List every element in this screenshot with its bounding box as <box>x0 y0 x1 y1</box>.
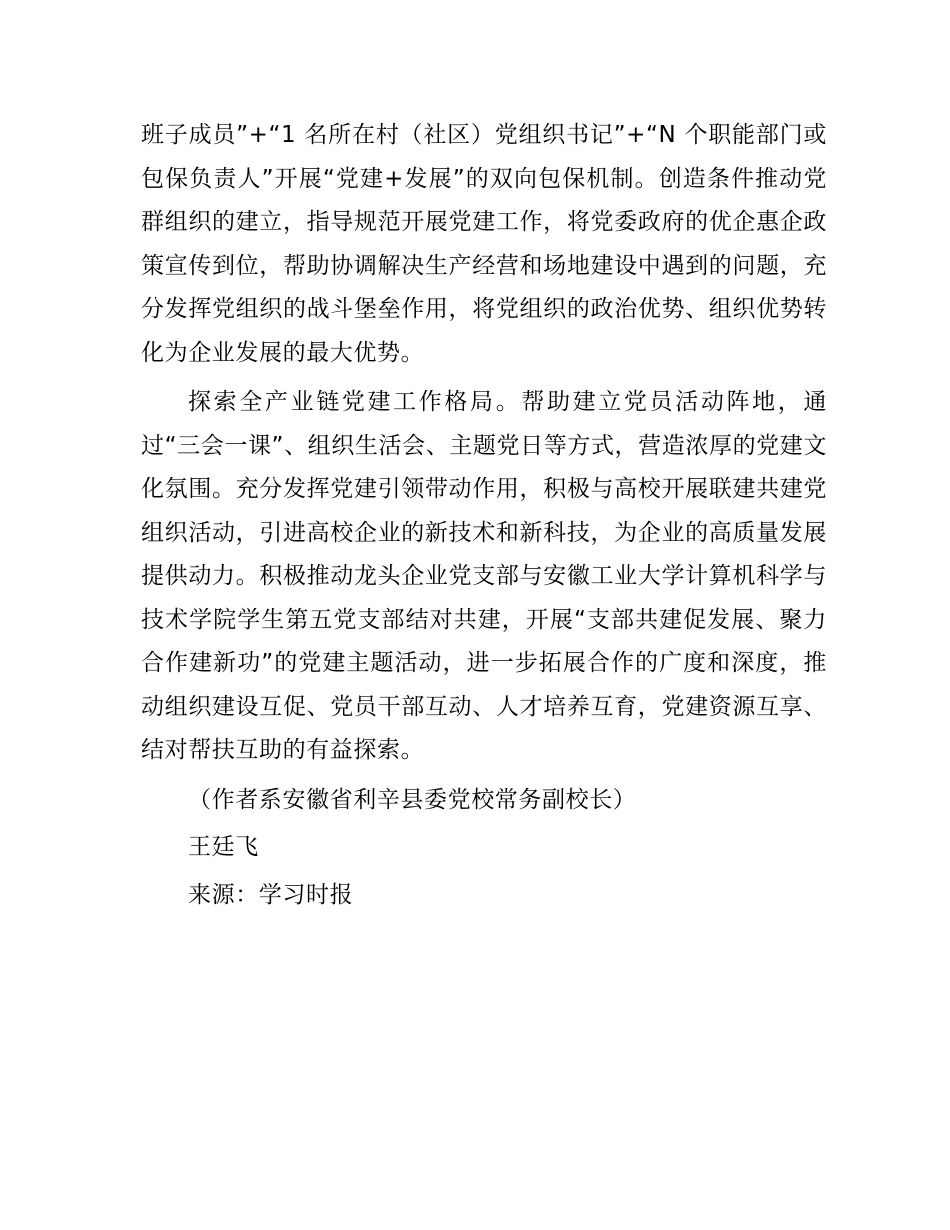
source-line: 来源：学习时报 <box>188 881 354 908</box>
body-paragraph-2: 探索全产业链党建工作格局。帮助建立党员活动阵地，通过“三会一课”、组织生活会、主题党日等方式，营造浓厚的党建文化氛围。充分发挥党建引领带动作用，积极与高校开展联建共建党组织活动，引进高校企业的新技术和新科技，为企业的高质量发展提供动力。积极推动龙头企业党支部与安徽工业大学计算机科学与技术学院学生第五党支部结对共建，开展“支部共建促发展、聚力合作建新功”的党建主题活动，进一步拓展合作的广度和深度，推动组织建设互促、党员干部互动、人才培养互育，党建资源互享、结对帮扶互助的有益探索。 <box>141 389 827 763</box>
author-note: （作者系安徽省利辛县委党校常务副校长） <box>188 786 637 813</box>
document-page <box>141 114 827 921</box>
author-name: 王廷飞 <box>188 834 259 860</box>
body-paragraph-1: 班子成员”+“1 名所在村（社区）党组织书记”+“N 个职能部门或包保负责人”开展“党建+发展”的双向包保机制。创造条件推动党群组织的建立，指导规范开展党建工作，将党委政府的优企惠企政策宣传到位，帮助协调解决生产经营和场地建设中遇到的问题，充分发挥党组织的战斗堡垒作用，将党组织的政治优势、组织优势转化为企业发展的最大优势。 <box>141 122 827 366</box>
